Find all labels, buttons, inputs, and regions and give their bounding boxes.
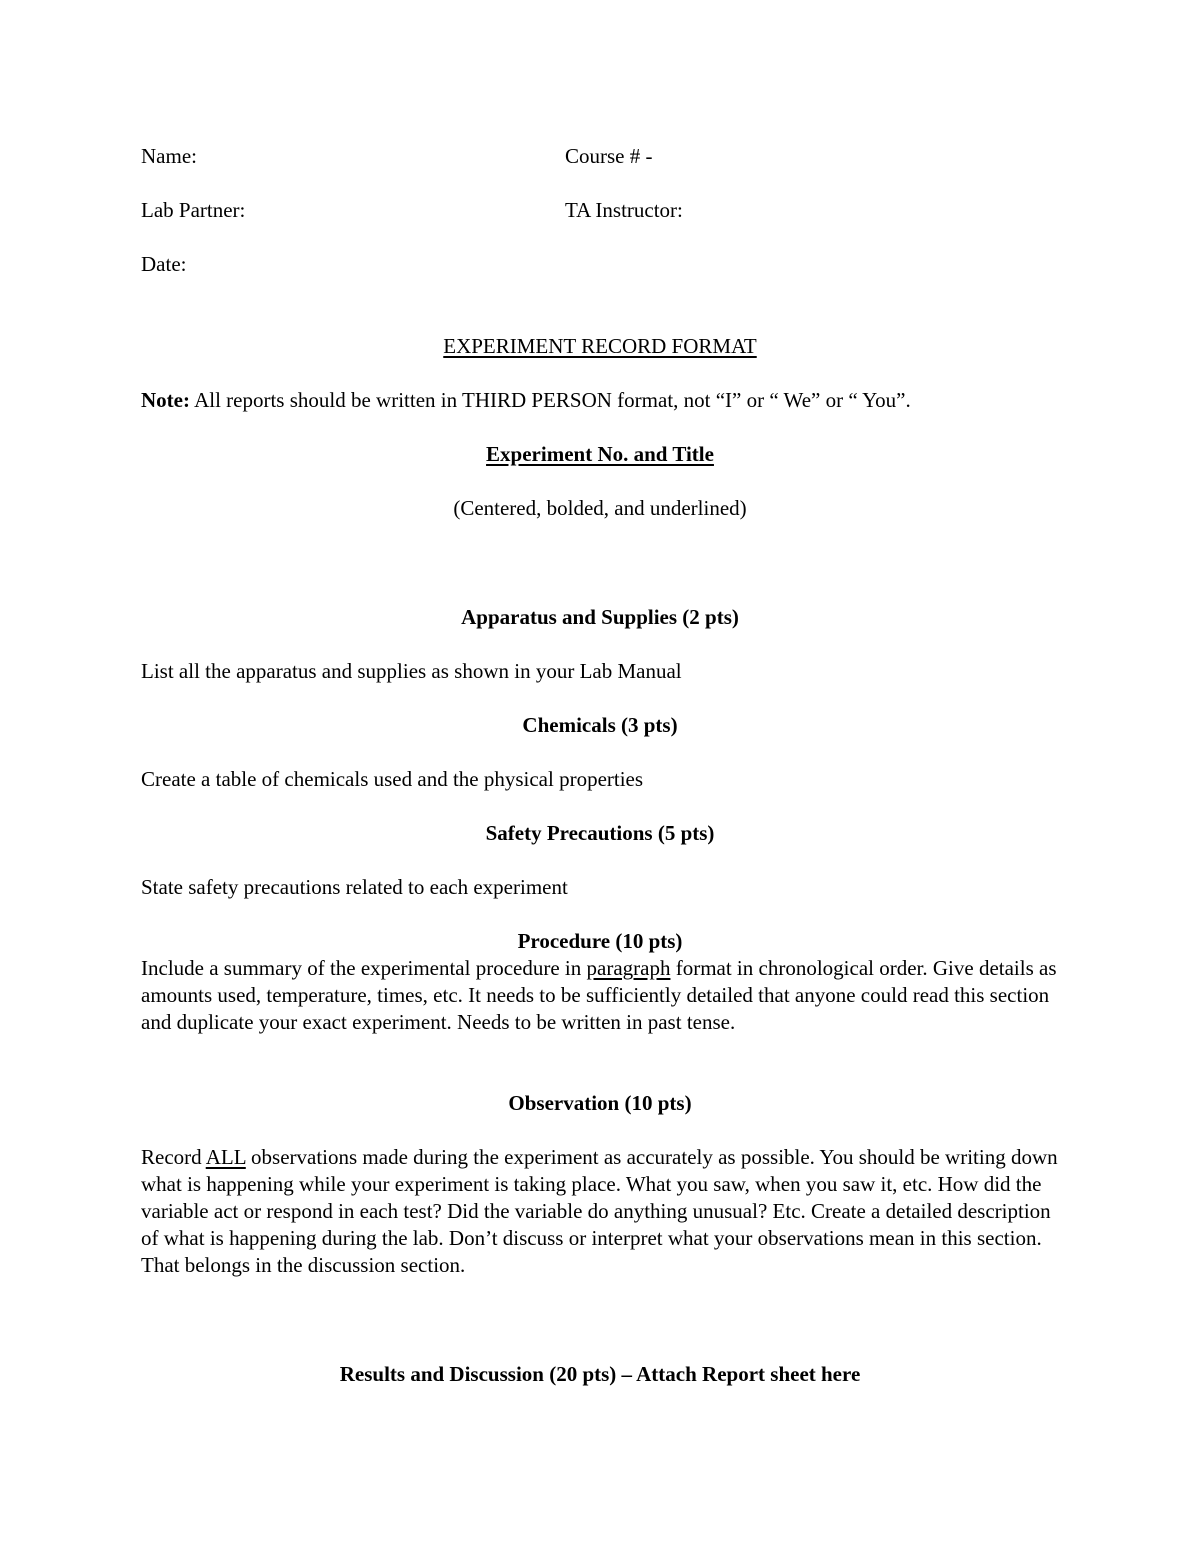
lab-partner-label: Lab Partner: — [141, 198, 246, 222]
note-paragraph — [141, 387, 1061, 414]
experiment-title-heading — [0, 441, 1200, 468]
apparatus-text: List all the apparatus and supplies as shown in your Lab Manual — [141, 659, 682, 683]
apparatus-heading: Apparatus and Supplies (2 pts) — [461, 605, 739, 629]
chemicals-text: Create a table of chemicals used and the physical properties — [141, 767, 644, 791]
observation-paragraph — [141, 1144, 1061, 1279]
observation-text-end: observations made during the experiment as accurately as possible. You should be writing down what is happening while your experiment is taking place. What you saw, when you saw it, etc. How did the variable act or respond in each test? Did the variable do anything unusual? Etc. Create a detailed description of what is happening during the lab. Don’t discuss or interpret what your observations mean in this section. That belongs in the discussion section. — [141, 1145, 1058, 1277]
procedure-text-end: format in chronological order. Give details as amounts used, temperature, times, etc. It needs to be sufficiently detailed that anyone could read this section and duplicate your exact experiment. Needs to be written in past tense. — [141, 956, 1057, 1034]
document-title-text: EXPERIMENT RECORD FORMAT — [443, 334, 757, 358]
procedure-text-start: Include a summary of the experimental procedure in — [141, 956, 587, 980]
chemicals-heading: Chemicals (3 pts) — [522, 713, 678, 737]
procedure-paragraph — [141, 955, 1061, 1036]
safety-text: State safety precautions related to each experiment — [141, 875, 568, 899]
results-heading: Results and Discussion (20 pts) – Attach Report sheet here — [339, 1362, 861, 1386]
safety-heading: Safety Precautions (5 pts) — [485, 821, 715, 845]
experiment-title-instruction: (Centered, bolded, and underlined) — [453, 496, 747, 520]
name-label: Name: — [141, 144, 197, 168]
note-text: All reports should be written in THIRD PERSON format, not “I” or “ We” or “ You”. — [189, 388, 911, 412]
observation-text-start: Record — [141, 1145, 206, 1169]
date-label: Date: — [141, 252, 187, 276]
note-label: Note: — [141, 388, 190, 412]
procedure-underlined-word: paragraph — [586, 956, 671, 980]
document-title — [0, 333, 1200, 360]
ta-instructor-label: TA Instructor: — [565, 198, 683, 222]
procedure-heading: Procedure (10 pts) — [517, 929, 683, 953]
observation-heading: Observation (10 pts) — [508, 1091, 692, 1115]
course-label: Course # - — [565, 144, 653, 168]
observation-underlined-word: ALL — [205, 1145, 246, 1169]
experiment-title-heading-text: Experiment No. and Title — [486, 442, 714, 466]
